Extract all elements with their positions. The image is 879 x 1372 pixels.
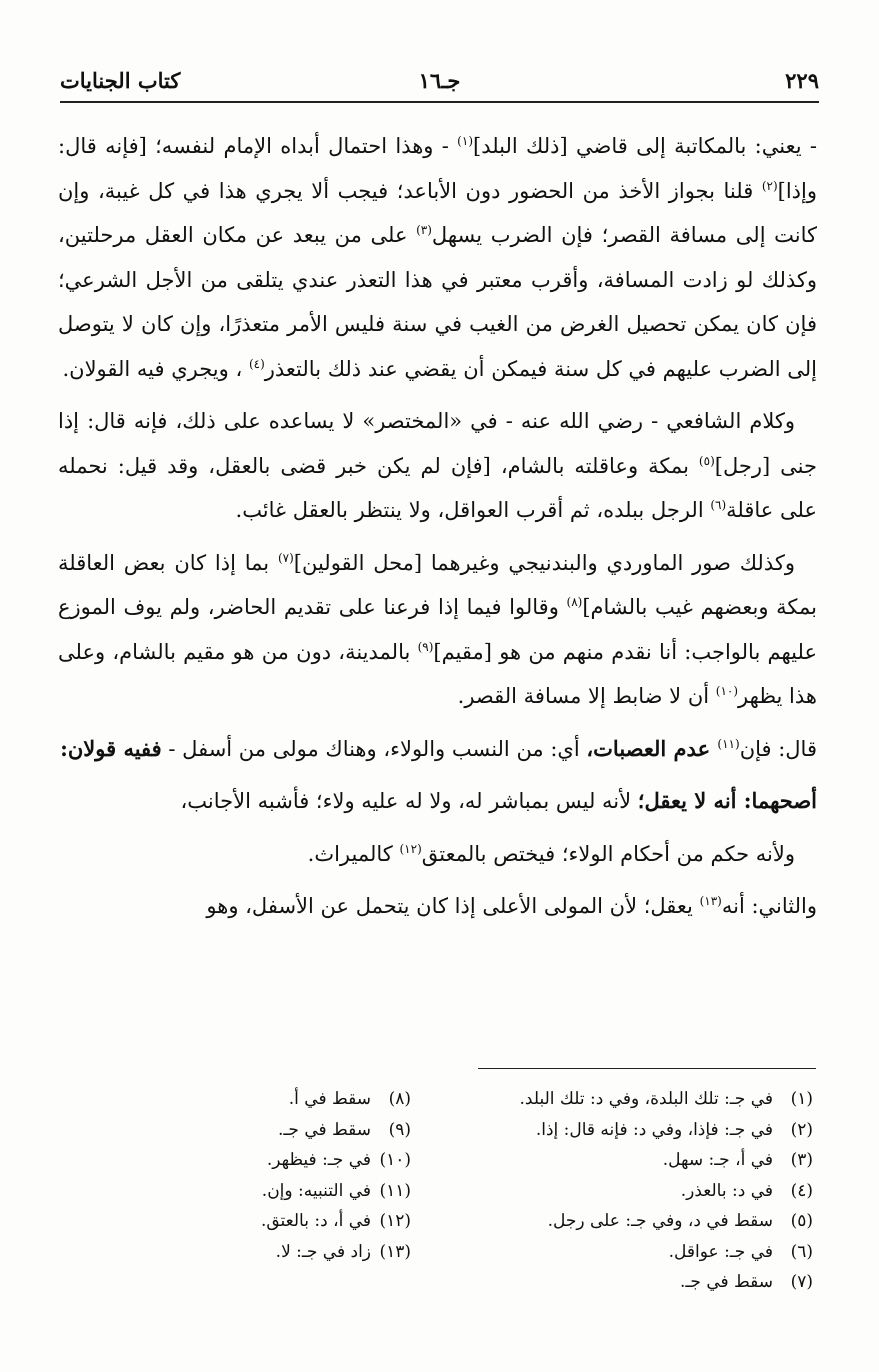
footnote: (٩)سقط في جـ.: [278, 1119, 411, 1140]
footnote-ref: (٧): [277, 550, 294, 565]
footnote: (٤)في د: بالعذر.: [680, 1180, 813, 1201]
footnote: (٨)سقط في أ.: [288, 1089, 411, 1109]
footnote: (٣)في أ، جـ: سهل.: [662, 1150, 813, 1170]
footnote: (١١)في التنبيه: وإن.: [261, 1180, 411, 1201]
footnote-ref: (١٠): [715, 684, 739, 698]
footnote-ref: (٥): [698, 453, 715, 468]
paragraph-6: ولأنه حكم من أحكام الولاء؛ فيختص بالمعتق$^{(١٢)}$ كالميراث.: [307, 841, 795, 866]
footnote-ref: (٨): [566, 595, 583, 609]
footnote: (٦)في جـ: عواقل.: [668, 1241, 813, 1262]
footnote-ref: (١١): [717, 736, 740, 751]
footnote-ref: (٣): [416, 223, 432, 237]
footnote-ref: (١٢): [399, 841, 422, 856]
paragraph-2: وكلام الشافعي - رضي الله عنه - في «المختصر» لا يساعده على ذلك، فإنه قال: إذا جنى [رجل]$^{(٥)}$ بمكة وعاقلته بالشام، [فإن لم يكن خبر قضى بالعقل، وقد قيل: نحمله على عاقلة$^{(٦)}$ الرجل ببلده، ثم أقرب العواقل، ولا ينتظر بالعقل غائب.: [58, 409, 817, 522]
footnote: (٧)سقط في جـ.: [680, 1272, 813, 1292]
paragraph-7: والثاني: أنه$^{(١٣)}$ يعقل؛ لأن المولى الأعلى إذا كان يتحمل عن الأسفل، وهو: [206, 894, 817, 918]
book-title: كتاب الجنايات: [60, 67, 181, 93]
footnote: (٢)في جـ: فإذا، وفي د: فإنه قال: إذا.: [535, 1119, 813, 1140]
paragraph-1: - يعني: بالمكاتبة إلى قاضي [ذلك البلد]$^{(١)}$ - وهذا احتمال أبداه الإمام لنفسه؛ [فإنه قال: وإذا]$^{(٢)}$ قلنا بجواز الأخذ من الحضور دون الأباعد؛ فيجب ألا يجري هذا في كل غيبة، وإن كانت إلى مسافة القصر؛ فإن الضرب يسهل$^{(٣)}$ على من يبعد عن مكان العقل مرحلتين، وكذلك لو زادت المسافة، وأقرب معتبر في هذا التعذر عندي يتلقى من الأجل الشرعي؛ فإن كان يمكن تحصيل الغرض من الغيب في سنة فليس الأمر متعذرًا، وإن كان لا يتوصل إلى الضرب عليهم في كل سنة فيمكن أن يقضي عند ذلك بالتعذر$^{(٤)}$ ، ويجري فيه القولان.: [58, 134, 817, 381]
page-header: [60, 62, 819, 98]
paragraph-5: أصحهما: أنه لا يعقل؛ لأنه ليس بمباشر له، ولا له عليه ولاء؛ فأشبه الأجانب،: [180, 788, 817, 813]
footnote-ref: (٤): [248, 356, 265, 371]
volume-label: جـ١٦: [418, 67, 461, 93]
footnote-ref: (١): [457, 134, 473, 148]
footnote: (١٣)زاد في جـ: لا.: [275, 1241, 411, 1262]
footnotes-left-column: [171, 1084, 411, 1267]
footnote-rule: [478, 1068, 816, 1069]
footnote: (١٠)في جـ: فيظهر.: [266, 1150, 411, 1170]
footnote: (١٢)في أ، د: بالعتق.: [260, 1211, 411, 1231]
footnote: (١)في جـ: تلك البلدة، وفي د: تلك البلد.: [519, 1089, 813, 1109]
header-rule: [60, 101, 819, 103]
footnote: (٥)سقط في د، وفي جـ: على رجل.: [547, 1211, 813, 1231]
paragraph-3: وكذلك صور الماوردي والبندنيجي وغيرهما [محل القولين]$^{(٧)}$ بما إذا كان بعض العاقلة بمكة وبعضهم غيب بالشام]$^{(٨)}$ وقالوا فيما إذا فرعنا على تقديم الحاضر، ولم يوف الموزع عليهم بالواجب: أنا نقدم منهم من هو [مقيم]$^{(٩)}$ بالمدينة، دون من هو مقيم بالشام، وعلى هذا يظهر$^{(١٠)}$ أن لا ضابط إلا مسافة القصر.: [58, 550, 818, 708]
main-text: [58, 124, 817, 937]
paragraph-4: قال: فإن$^{(١١)}$ عدم العصبات، أي: من النسب والولاء، وهناك مولى من أسفل - ففيه قولان:: [60, 735, 817, 761]
page-number: ٢٢٩: [785, 67, 819, 93]
footnote-ref: (٩): [417, 639, 434, 654]
footnote-ref: (٢): [761, 178, 778, 193]
footnote-ref: (١٣): [699, 894, 722, 908]
footnotes-right-column: [433, 1084, 813, 1298]
footnote-ref: (٦): [710, 498, 727, 512]
